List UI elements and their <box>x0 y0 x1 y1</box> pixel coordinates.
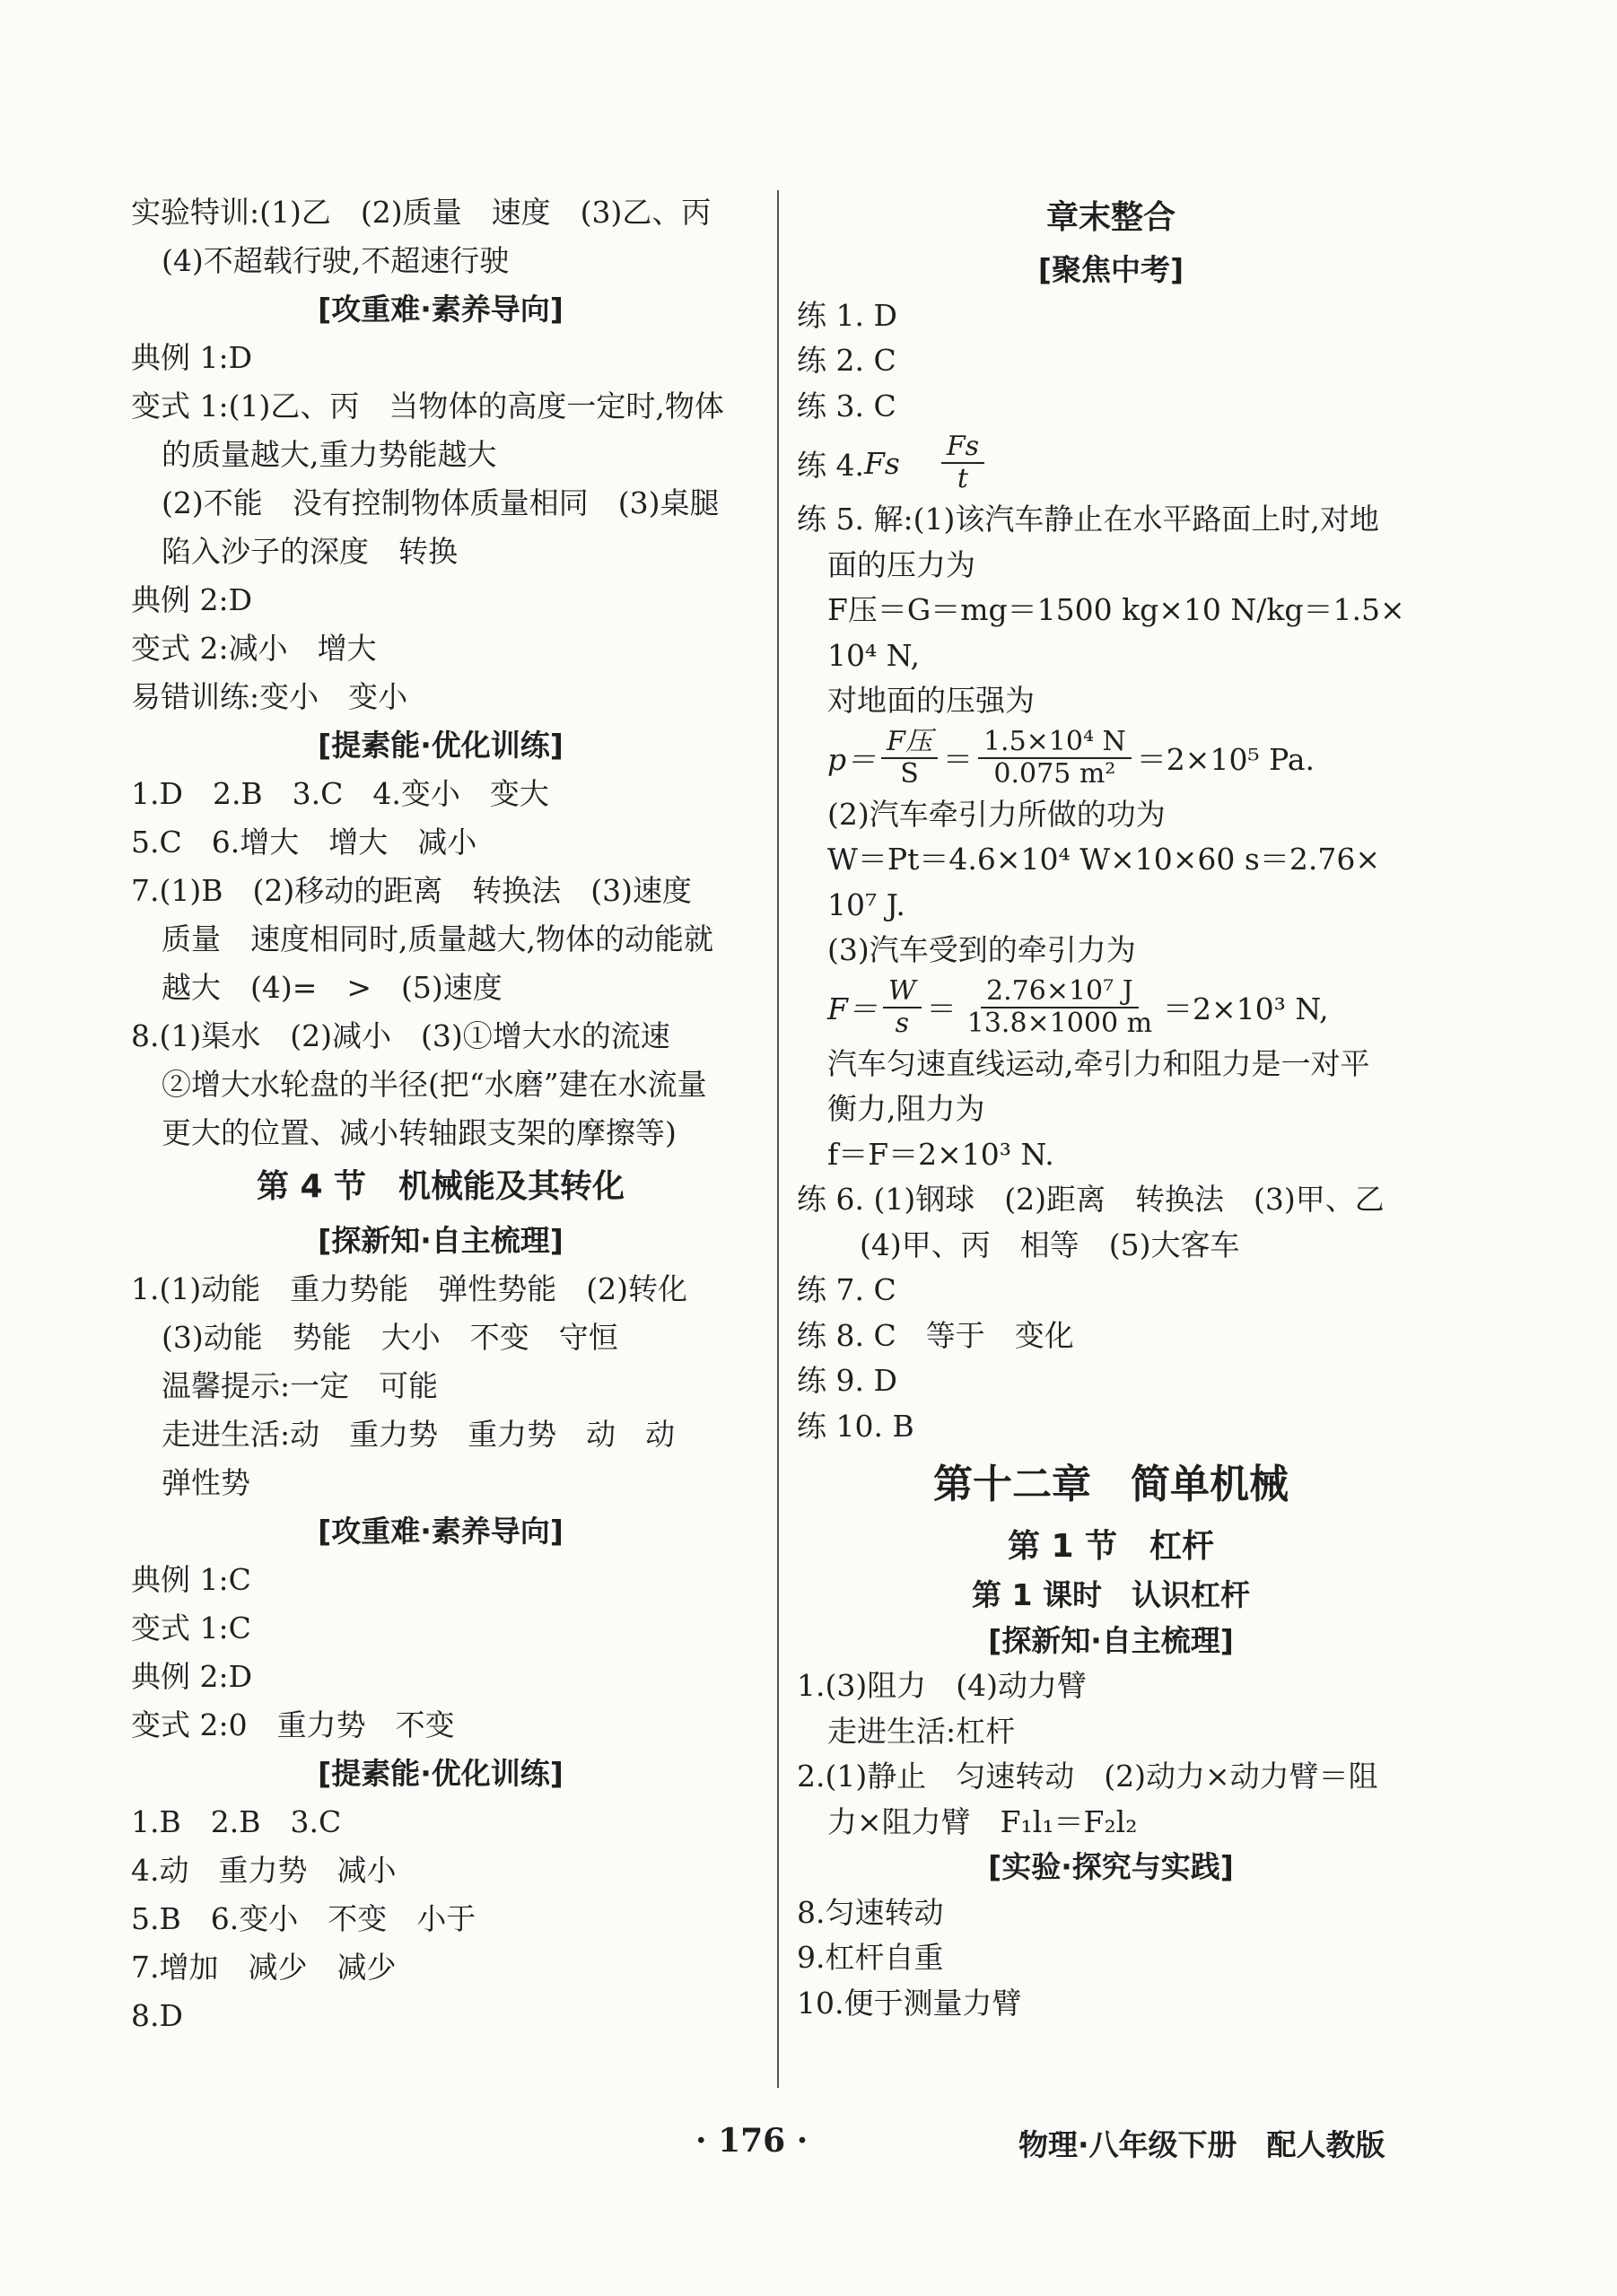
section-title: 第 1 节 杠杆 <box>1007 1528 1215 1565</box>
fraction-denominator: s <box>895 1007 910 1039</box>
answer-line: ②增大水轮盘的半径(把“水磨”建在水流量 <box>162 1067 707 1102</box>
fraction <box>978 725 1132 790</box>
answer-line: 练 7. C <box>797 1272 896 1307</box>
fraction <box>881 725 938 790</box>
answer-line: 变式 1:C <box>131 1611 251 1646</box>
page-footer <box>0 2122 1617 2176</box>
column-divider <box>777 190 779 2088</box>
answer-line: 1.(3)阻力 (4)动力臂 <box>797 1668 1087 1703</box>
answer-line: 陷入沙子的深度 转换 <box>162 534 458 569</box>
answer-line: 典例 1:D <box>131 340 253 375</box>
answer-line: 面的压力为 <box>827 546 975 582</box>
answer-line: 练 10. B <box>797 1408 914 1444</box>
section-heading: [攻重难·素养导向] <box>318 292 564 327</box>
answer-line-fraction <box>797 724 1425 792</box>
section-heading: [实验·探究与实践] <box>988 1849 1234 1884</box>
answer-line: 9.杠杆自重 <box>797 1940 944 1975</box>
formula-text: p＝ <box>827 742 877 777</box>
answer-line: 汽车匀速直线运动,牵引力和阻力是一对平 <box>827 1045 1370 1081</box>
formula-text: ＝2×10³ N, <box>1163 991 1329 1026</box>
answer-line: 温馨提示:一定 可能 <box>162 1368 439 1403</box>
answer-line: 8.(1)渠水 (2)减小 (3)①增大水的流速 <box>131 1018 670 1053</box>
left-column <box>131 188 750 2040</box>
section-heading: [攻重难·素养导向] <box>318 1514 564 1549</box>
answer-line: f＝F＝2×10³ N. <box>827 1136 1054 1172</box>
answer-line: 走进生活:杠杆 <box>827 1713 1016 1749</box>
answer-line: 10⁴ N, <box>827 637 920 673</box>
section-title: 第 4 节 机械能及其转化 <box>256 1168 625 1205</box>
answer-line: (3)动能 势能 大小 不变 守恒 <box>162 1320 618 1355</box>
formula-text: ＝2×10⁵ Pa. <box>1136 742 1315 777</box>
answer-line: 7.增加 减少 减少 <box>131 1950 397 1985</box>
answer-line: 7.(1)B (2)移动的距离 转换法 (3)速度 <box>131 873 692 908</box>
answer-line: 2.(1)静止 匀速转动 (2)动力×动力臂＝阻 <box>797 1759 1378 1794</box>
answer-line: 练 5. 解:(1)该汽车静止在水平路面上时,对地 <box>797 502 1379 537</box>
answer-line: 5.B 6.变小 不变 小于 <box>131 1901 476 1936</box>
page-number: · 176 · <box>695 2122 808 2160</box>
answer-line: (4)不超载行驶,不超速行驶 <box>162 243 510 278</box>
fraction <box>941 432 984 493</box>
answer-line: 练 2. C <box>797 343 896 378</box>
answer-line: 越大 (4)= > (5)速度 <box>162 970 503 1005</box>
answer-line: 练 1. D <box>797 297 897 333</box>
section-heading: [提素能·优化训练] <box>318 728 564 763</box>
answer-line: 1.(1)动能 重力势能 弹性势能 (2)转化 <box>131 1271 687 1306</box>
answer-line: (2)汽车牵引力所做的功为 <box>827 796 1166 832</box>
answer-line: 练 8. C 等于 变化 <box>797 1317 1074 1353</box>
chapter-summary-title: 章末整合 <box>1045 199 1176 236</box>
answer-line: 1.D 2.B 3.C 4.变小 变大 <box>131 776 549 811</box>
answer-line: 变式 2:减小 增大 <box>131 631 377 666</box>
section-heading: [聚焦中考] <box>1037 252 1184 287</box>
answer-line: 4.动 重力势 减小 <box>131 1853 397 1888</box>
answer-line: 典例 2:D <box>131 1659 253 1694</box>
answer-line: 10⁷ J. <box>827 886 905 922</box>
answer-line: 对地面的压强为 <box>827 683 1035 718</box>
answer-line: 1.B 2.B 3.C <box>131 1804 342 1839</box>
equals-sign: ＝ <box>926 991 957 1026</box>
fraction <box>962 974 1158 1039</box>
lesson-title: 第 1 课时 认识杠杆 <box>972 1577 1250 1612</box>
answer-line: 5.C 6.增大 增大 减小 <box>131 825 477 860</box>
answer-line: 更大的位置、减小转轴跟支架的摩擦等) <box>162 1115 677 1150</box>
answer-line: 8.D <box>131 1998 183 2033</box>
answer-line: 8.匀速转动 <box>797 1894 944 1930</box>
fraction-numerator: 2.76×10⁷ J <box>981 977 1139 1008</box>
formula-text: F＝ <box>827 991 878 1026</box>
answer-line: 练 9. D <box>797 1363 897 1398</box>
answer-line: 质量 速度相同时,质量越大,物体的动能就 <box>162 921 713 956</box>
answer-line: (4)甲、丙 相等 (5)大客车 <box>860 1227 1240 1262</box>
answer-line: (2)不能 没有控制物体质量相同 (3)桌腿 <box>162 485 720 520</box>
answer-line: 变式 2:0 重力势 不变 <box>131 1707 455 1742</box>
answer-line: (3)汽车受到的牵引力为 <box>827 932 1136 967</box>
answer-line: F压＝G＝mg＝1500 kg×10 N/kg＝1.5× <box>827 592 1405 627</box>
fraction-numerator: W <box>883 977 922 1008</box>
fraction-denominator: 13.8×1000 m <box>966 1007 1153 1039</box>
answer-line: 练 3. C <box>797 388 896 423</box>
section-heading: [探新知·自主梳理] <box>988 1622 1234 1658</box>
fraction-denominator: t <box>957 463 968 494</box>
section-heading: [探新知·自主梳理] <box>318 1223 564 1258</box>
answer-line: 10.便于测量力臂 <box>797 1985 1022 2021</box>
answer-line: 典例 1:C <box>131 1562 251 1597</box>
answer-line: 实验特训:(1)乙 (2)质量 速度 (3)乙、丙 <box>131 195 712 230</box>
fraction <box>883 974 922 1039</box>
answer-line: 衡力,阻力为 <box>827 1091 985 1126</box>
fraction-denominator: 0.075 m² <box>993 757 1116 790</box>
equals-sign: ＝ <box>942 742 973 777</box>
answer-line: 的质量越大,重力势能越大 <box>162 437 497 472</box>
answer-line: 弹性势 <box>162 1465 250 1500</box>
answer-line-fraction <box>797 429 1425 497</box>
answer-line: 练 6. (1)钢球 (2)距离 转换法 (3)甲、乙 <box>797 1182 1385 1217</box>
answer-line-fraction <box>797 973 1425 1042</box>
fraction-numerator: 1.5×10⁴ N <box>978 728 1132 759</box>
right-column <box>797 188 1425 2026</box>
chapter-title: 第十二章 简单机械 <box>933 1462 1289 1507</box>
formula-text: Fs <box>863 445 900 481</box>
answer-line: 走进生活:动 重力势 重力势 动 动 <box>162 1417 676 1452</box>
answer-line: 典例 2:D <box>131 582 253 617</box>
fraction-numerator: F压 <box>881 728 938 759</box>
answer-line: 力×阻力臂 F₁l₁＝F₂l₂ <box>827 1803 1138 1839</box>
book-title: 物理·八年级下册 配人教版 <box>1018 2127 1385 2162</box>
answer-line: 变式 1:(1)乙、丙 当物体的高度一定时,物体 <box>131 388 724 423</box>
section-heading: [提素能·优化训练] <box>318 1756 564 1791</box>
answer-line: 易错训练:变小 变小 <box>131 679 408 714</box>
fraction-numerator: Fs <box>941 432 984 464</box>
answer-prefix: 练 4. <box>797 447 864 483</box>
answer-line: W＝Pt＝4.6×10⁴ W×10×60 s＝2.76× <box>827 842 1380 877</box>
fraction-denominator: S <box>900 757 919 790</box>
